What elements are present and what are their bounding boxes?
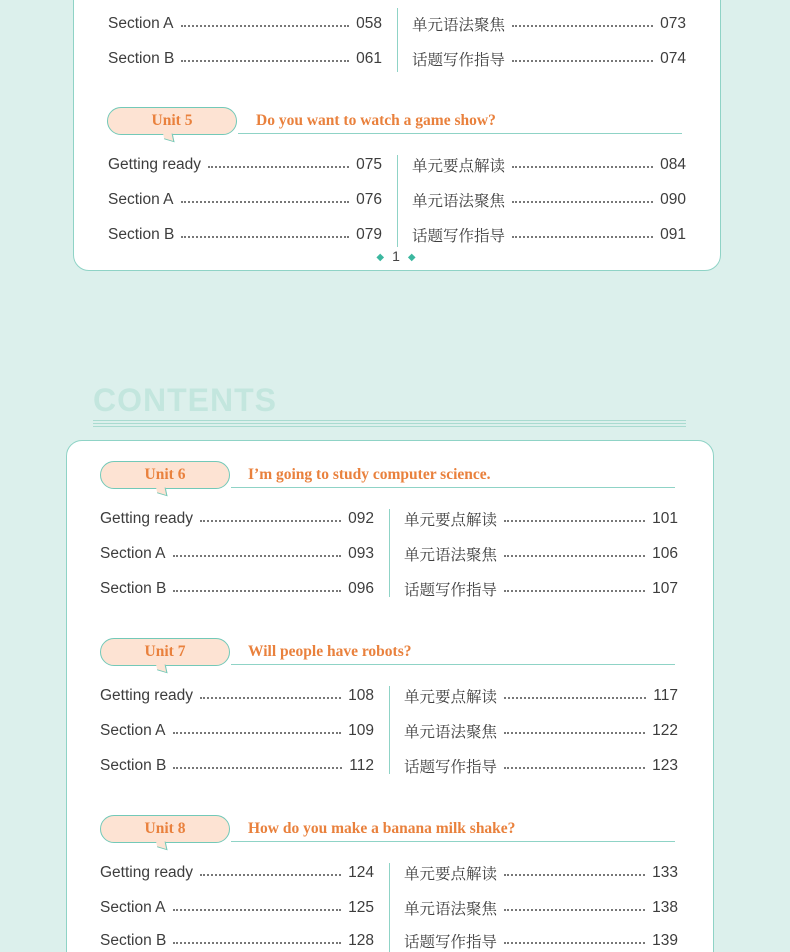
unit-underline	[231, 841, 675, 842]
dot-leader	[504, 697, 646, 699]
column-divider	[397, 155, 398, 247]
diamond-icon: ◆	[376, 251, 385, 263]
dot-leader	[181, 60, 349, 62]
column-divider	[389, 509, 390, 597]
page-number-value: 1	[392, 248, 400, 264]
toc-entry-page: 079	[356, 226, 382, 243]
toc-entry[interactable]	[404, 930, 678, 952]
unit-underline	[231, 487, 675, 488]
toc-entry[interactable]	[100, 720, 374, 742]
dot-leader	[512, 201, 653, 203]
toc-entry[interactable]	[404, 862, 678, 884]
dot-leader	[181, 201, 350, 203]
toc-entry[interactable]	[108, 224, 382, 246]
dot-leader	[512, 236, 653, 238]
toc-entry-label: 单元要点解读	[404, 512, 498, 529]
toc-entry-label: Section A	[108, 191, 174, 208]
toc-entry[interactable]	[404, 543, 678, 565]
dot-leader	[504, 942, 645, 944]
toc-entry-page: 109	[348, 722, 374, 739]
dot-leader	[173, 909, 342, 911]
toc-entry-label: 单元语法聚焦	[404, 724, 498, 741]
toc-entry-page: 092	[348, 510, 374, 527]
toc-entry-label: Section A	[108, 15, 174, 32]
toc-entry[interactable]	[108, 154, 382, 176]
toc-entry[interactable]	[412, 48, 686, 70]
toc-entry-page: 075	[356, 156, 382, 173]
dot-leader	[504, 909, 645, 911]
toc-entry-page: 091	[660, 226, 686, 243]
toc-entry-page: 138	[652, 899, 678, 916]
toc-entry[interactable]	[412, 224, 686, 246]
toc-entry-label: Section B	[100, 757, 167, 774]
toc-entry-page: 076	[356, 191, 382, 208]
toc-entry-label: Getting ready	[100, 687, 194, 704]
dot-leader	[181, 25, 350, 27]
unit-tag: Unit 8	[100, 815, 230, 843]
toc-entry-page: 090	[660, 191, 686, 208]
toc-entry[interactable]	[108, 48, 382, 70]
toc-entry[interactable]	[404, 508, 678, 530]
dot-leader	[200, 697, 341, 699]
dot-leader	[512, 166, 653, 168]
toc-entry[interactable]	[404, 578, 678, 600]
toc-entry-page: 128	[348, 932, 374, 949]
dot-leader	[200, 520, 341, 522]
toc-entry-label: Getting ready	[100, 864, 194, 881]
toc-entry[interactable]	[108, 13, 382, 35]
heading-rule	[93, 420, 686, 421]
toc-entry-page: 107	[652, 580, 678, 597]
toc-entry[interactable]	[100, 578, 374, 600]
unit-title[interactable]: How do you make a banana milk shake?	[248, 820, 516, 837]
toc-entry-label: 单元要点解读	[404, 689, 498, 706]
toc-entry[interactable]	[100, 862, 374, 884]
toc-entry[interactable]	[412, 13, 686, 35]
toc-entry-page: 073	[660, 15, 686, 32]
unit-underline	[231, 664, 675, 665]
heading-rule	[93, 423, 686, 424]
toc-entry-label: Getting ready	[100, 510, 194, 527]
toc-entry-label: Section A	[100, 722, 166, 739]
toc-entry-label: 单元语法聚焦	[412, 17, 506, 34]
toc-entry-label: Section B	[100, 580, 167, 597]
dot-leader	[504, 520, 645, 522]
toc-entry-page: 096	[348, 580, 374, 597]
unit-title[interactable]: I’m going to study computer science.	[248, 466, 491, 483]
dot-leader	[200, 874, 341, 876]
toc-entry-page: 133	[652, 864, 678, 881]
toc-entry-label: 单元语法聚焦	[404, 547, 498, 564]
contents-heading: CONTENTS	[93, 382, 277, 418]
toc-entry-label: Section B	[100, 932, 167, 949]
unit-tag: Unit 7	[100, 638, 230, 666]
toc-entry[interactable]	[100, 508, 374, 530]
dot-leader	[504, 590, 645, 592]
toc-entry[interactable]	[108, 189, 382, 211]
toc-entry-page: 112	[349, 757, 374, 774]
toc-entry-label: 话题写作指导	[404, 582, 498, 599]
column-divider	[389, 686, 390, 774]
column-divider	[397, 8, 398, 72]
toc-entry-label: 单元语法聚焦	[412, 193, 506, 210]
toc-entry[interactable]	[100, 755, 374, 777]
toc-entry[interactable]	[404, 685, 678, 707]
toc-entry-label: 单元语法聚焦	[404, 901, 498, 918]
toc-entry-label: Getting ready	[108, 156, 202, 173]
dot-leader	[173, 732, 342, 734]
toc-entry-page: 106	[652, 545, 678, 562]
dot-leader	[173, 767, 342, 769]
toc-entry[interactable]	[404, 720, 678, 742]
toc-entry-page: 101	[652, 510, 678, 527]
toc-entry-label: 话题写作指导	[412, 228, 506, 245]
dot-leader	[173, 555, 342, 557]
dot-leader	[504, 874, 645, 876]
dot-leader	[181, 236, 349, 238]
unit-title[interactable]: Will people have robots?	[248, 643, 412, 660]
toc-entry-page: 139	[652, 932, 678, 949]
dot-leader	[208, 166, 349, 168]
toc-entry-page: 122	[652, 722, 678, 739]
toc-entry-page: 117	[653, 687, 678, 704]
toc-entry-label: Section B	[108, 50, 175, 67]
toc-entry-page: 125	[348, 899, 374, 916]
toc-entry-page: 108	[348, 687, 374, 704]
toc-entry-page: 124	[348, 864, 374, 881]
diamond-icon: ◆	[407, 251, 416, 263]
toc-entry-page: 058	[356, 15, 382, 32]
toc-entry[interactable]	[100, 543, 374, 565]
column-divider	[389, 863, 390, 952]
toc-entry-label: 话题写作指导	[412, 52, 506, 69]
toc-entry[interactable]	[404, 897, 678, 919]
toc-entry-label: 单元要点解读	[412, 158, 506, 175]
unit-tag: Unit 6	[100, 461, 230, 489]
toc-entry[interactable]	[100, 930, 374, 952]
heading-rule	[93, 426, 686, 427]
toc-entry-page: 093	[348, 545, 374, 562]
toc-entry-label: 单元要点解读	[404, 866, 498, 883]
unit-tag: Unit 5	[107, 107, 237, 135]
toc-entry[interactable]	[404, 755, 678, 777]
toc-entry[interactable]	[412, 154, 686, 176]
toc-entry-label: Section A	[100, 899, 166, 916]
toc-entry-label: Section B	[108, 226, 175, 243]
toc-entry-page: 123	[652, 757, 678, 774]
toc-entry-label: 话题写作指导	[404, 934, 498, 951]
toc-entry-page: 084	[660, 156, 686, 173]
toc-entry[interactable]	[412, 189, 686, 211]
dot-leader	[512, 60, 653, 62]
toc-entry[interactable]	[100, 685, 374, 707]
dot-leader	[173, 590, 341, 592]
toc-entry-label: 话题写作指导	[404, 759, 498, 776]
dot-leader	[504, 767, 645, 769]
dot-leader	[512, 25, 653, 27]
dot-leader	[504, 732, 645, 734]
dot-leader	[173, 942, 341, 944]
toc-entry-page: 074	[660, 50, 686, 67]
toc-entry-page: 061	[356, 50, 382, 67]
unit-title[interactable]: Do you want to watch a game show?	[256, 112, 496, 129]
page-number	[360, 248, 432, 264]
unit-underline	[238, 133, 682, 134]
toc-entry[interactable]	[100, 897, 374, 919]
dot-leader	[504, 555, 645, 557]
toc-entry-label: Section A	[100, 545, 166, 562]
